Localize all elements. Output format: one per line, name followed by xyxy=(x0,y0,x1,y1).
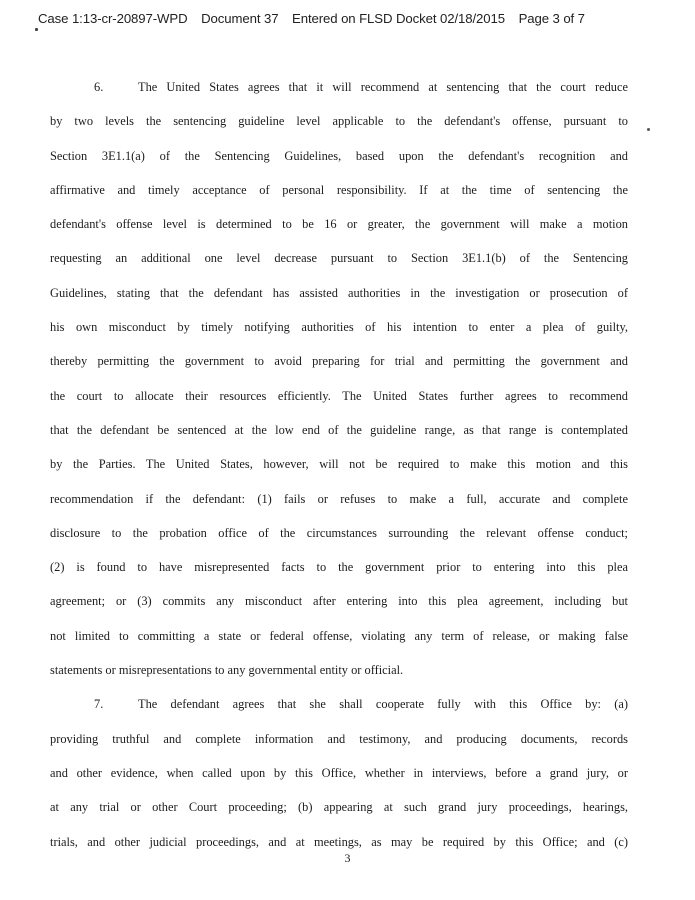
paragraph-6-line: requesting an additional one level decrease pursuant to Section 3E1.1(b) of the Sentencing xyxy=(50,251,628,266)
paragraph-6-line: by two levels the sentencing guideline level applicable to the defendant's offense, pursuant to xyxy=(50,114,628,129)
paragraph-6-line: disclosure to the probation office of the circumstances surrounding the relevant offense conduct; xyxy=(50,525,628,540)
paragraph-6-line: (2) is found to have misrepresented facts to the government prior to entering into this plea xyxy=(50,560,628,575)
paragraph-6-line: agreement; or (3) commits any misconduct after entering into this plea agreement, including but xyxy=(50,594,628,609)
paragraph-7-line: and other evidence, when called upon by this Office, whether in interviews, before a grand jury, or xyxy=(50,765,628,780)
paragraph-number: 6. xyxy=(94,80,104,94)
paragraph-7-line: trials, and other judicial proceedings, and at meetings, as may be required by this Office; and (c) xyxy=(50,834,628,849)
paragraph-6-line: defendant's offense level is determined to be 16 or greater, the government will make a motion xyxy=(50,217,628,232)
paragraph-6-line: affirmative and timely acceptance of personal responsibility. If at the time of sentencing the xyxy=(50,182,628,197)
paragraph-7-line: providing truthful and complete information and testimony, and producing documents, records xyxy=(50,731,628,746)
paragraph-6-line: 6. The United States agrees that it will recommend at sentencing that the court reduce xyxy=(50,70,628,104)
scan-mark xyxy=(35,28,38,31)
case-number: Case 1:13-cr-20897-WPD xyxy=(38,11,188,26)
paragraph-6-line: by the Parties. The United States, however, will not be required to make this motion and this xyxy=(50,457,628,472)
paragraph-6-line: thereby permitting the government to avoid preparing for trial and permitting the government and xyxy=(50,354,628,369)
document-body xyxy=(50,70,628,859)
paragraph-7-line: at any trial or other Court proceeding; (b) appearing at such grand jury proceedings, hearings, xyxy=(50,800,628,815)
document-number: Document 37 xyxy=(201,11,279,26)
paragraph-6-line: statements or misrepresentations to any governmental entity or official. xyxy=(50,663,404,678)
paragraph-6-line: his own misconduct by timely notifying authorities of his intention to enter a plea of guilty, xyxy=(50,320,628,335)
paragraph-6-line: that the defendant be sentenced at the low end of the guideline range, as that range is contemplated xyxy=(50,422,628,437)
paragraph-6-line: not limited to committing a state or federal offense, violating any term of release, or making false xyxy=(50,628,628,643)
paragraph-6-line: Guidelines, stating that the defendant has assisted authorities in the investigation or prosecution of xyxy=(50,285,628,300)
page-number: 3 xyxy=(344,851,351,865)
scan-speck xyxy=(647,128,650,131)
docket-entry-date: Entered on FLSD Docket 02/18/2015 xyxy=(292,11,505,26)
paragraph-7-line: 7. The defendant agrees that she shall cooperate fully with this Office by: (a) xyxy=(50,687,628,721)
docket-header xyxy=(38,11,658,26)
paragraph-6-line: the court to allocate their resources efficiently. The United States further agrees to recommend xyxy=(50,388,628,403)
paragraph-number: 7. xyxy=(94,697,104,712)
paragraph-6-line: Section 3E1.1(a) of the Sentencing Guidelines, based upon the defendant's recognition and xyxy=(50,148,628,163)
page-indicator: Page 3 of 7 xyxy=(518,11,585,26)
paragraph-6-line: recommendation if the defendant: (1) fails or refuses to make a full, accurate and complete xyxy=(50,491,628,506)
